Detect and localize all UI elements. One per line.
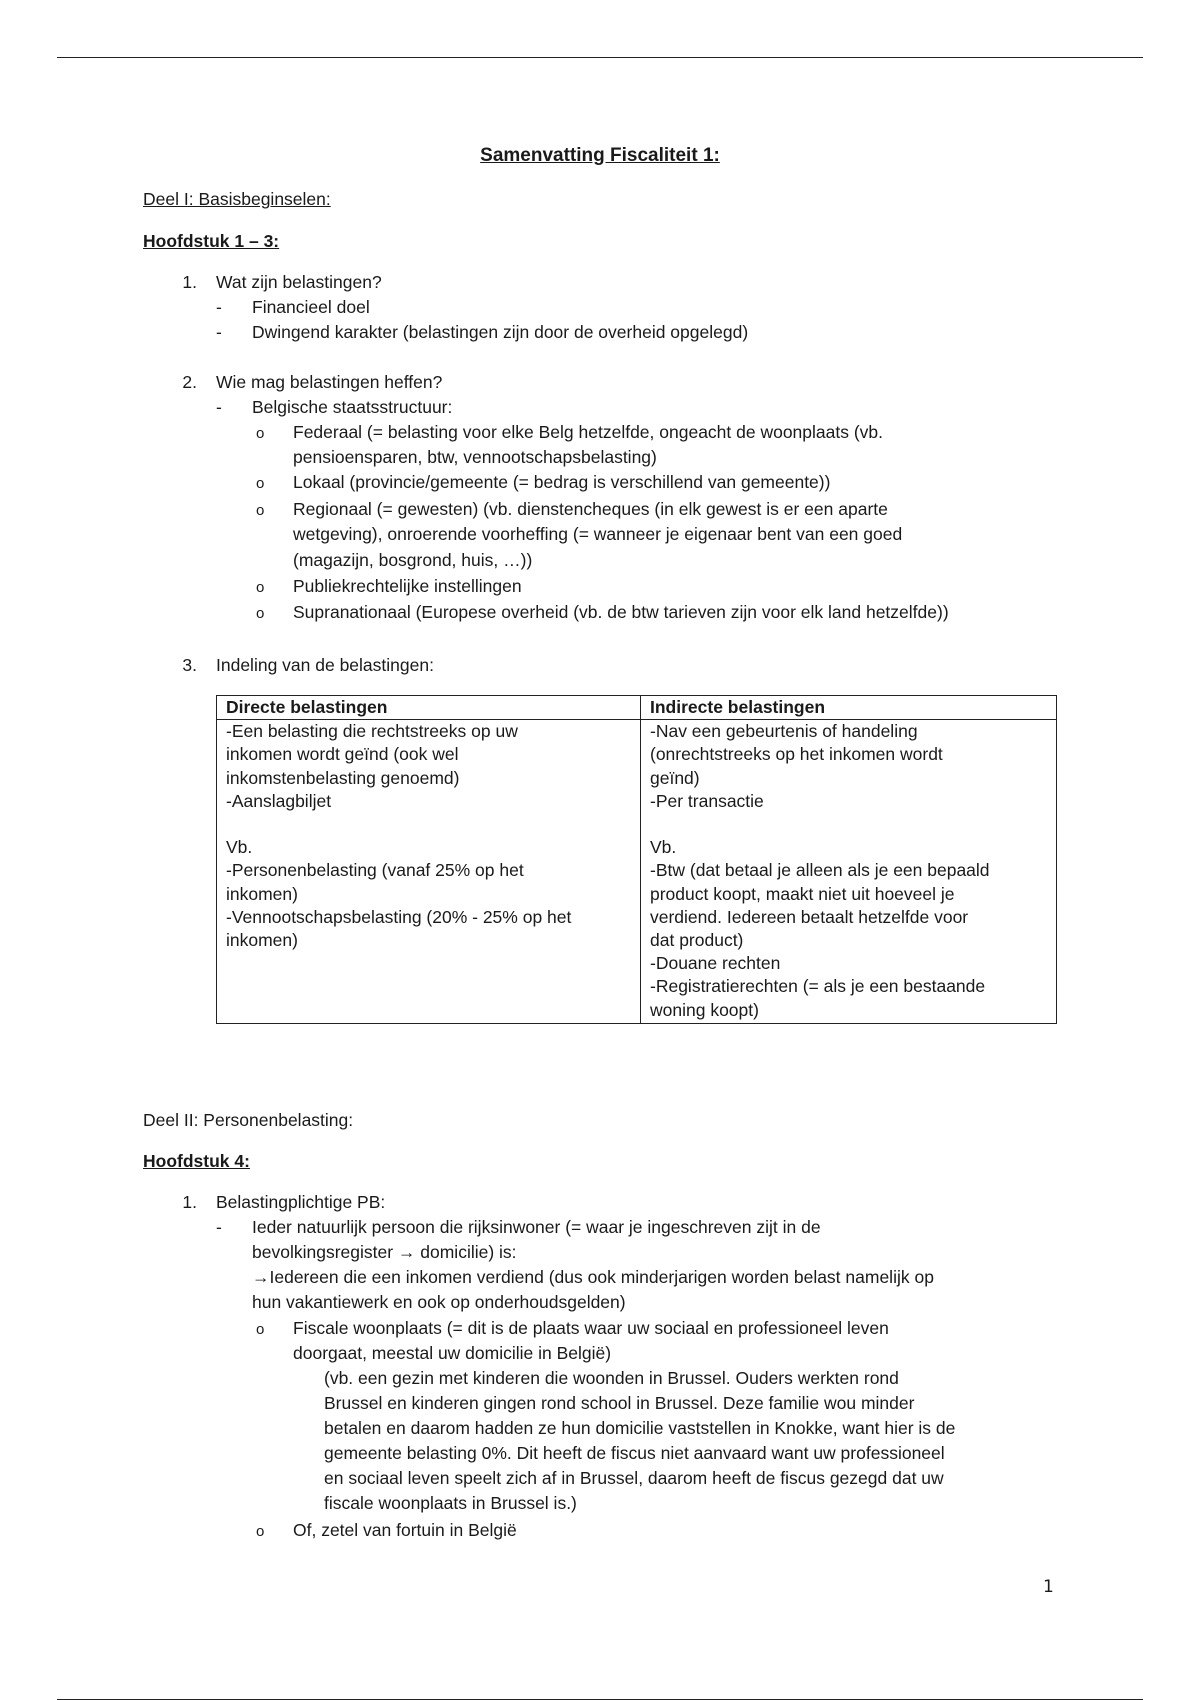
- header-direct: Directe belastingen: [217, 696, 641, 720]
- cell-line: -Nav een gebeurtenis of handeling: [650, 721, 918, 742]
- dash-bullet: -: [216, 297, 222, 317]
- list-item: Ieder natuurlijk persoon die rijksinwoner (= waar je ingeschreven zijt in de: [252, 1217, 821, 1237]
- list-item: Lokaal (provincie/gemeente (= bedrag is verschillend van gemeente)): [293, 472, 831, 492]
- question-2: Wie mag belastingen heffen?: [216, 372, 443, 392]
- list-number: 3.: [182, 655, 197, 675]
- cell-line: verdiend. Iedereen betaalt hetzelfde voor: [650, 906, 969, 927]
- cell-line: Vb.: [226, 837, 253, 858]
- example-text: gemeente belasting 0%. Dit heeft de fiscus niet aanvaard want uw professioneel: [324, 1443, 945, 1463]
- pb-heading: Belastingplichtige PB:: [216, 1192, 386, 1212]
- circle-bullet-icon: o: [256, 579, 265, 596]
- dash-bullet: -: [216, 1217, 222, 1237]
- page-number: 1: [1043, 1577, 1054, 1597]
- list-item: bevolkingsregister → domicilie) is:: [252, 1242, 517, 1262]
- cell-line: Vb.: [650, 837, 677, 858]
- cell-line: (onrechtstreeks op het inkomen wordt: [650, 744, 943, 765]
- section-deel-1: Deel I: Basisbeginselen:: [143, 189, 331, 209]
- cell-line: woning koopt): [650, 999, 759, 1020]
- list-number: 1.: [182, 272, 197, 292]
- list-item: Of, zetel van fortuin in België: [293, 1520, 517, 1540]
- cell-line: -Per transactie: [650, 790, 764, 811]
- circle-bullet-icon: o: [256, 502, 265, 519]
- table-row: [217, 720, 1057, 1024]
- list-number: 1.: [182, 1192, 197, 1212]
- list-item: Dwingend karakter (belastingen zijn door de overheid opgelegd): [252, 322, 749, 342]
- cell-line: -Registratierechten (= als je een bestaande: [650, 976, 986, 997]
- list-item: →Iedereen die een inkomen verdiend (dus ook minderjarigen worden belast namelijk op: [252, 1267, 934, 1287]
- list-item: pensioensparen, btw, vennootschapsbelasting): [293, 447, 657, 467]
- cell-line: -Btw (dat betaal je alleen als je een bepaald: [650, 860, 990, 881]
- circle-bullet-icon: o: [256, 1321, 265, 1338]
- question-3: Indeling van de belastingen:: [216, 655, 434, 675]
- circle-bullet-icon: o: [256, 605, 265, 622]
- tax-classification-table: [216, 695, 1057, 1024]
- cell-line: -Een belasting die rechtstreeks op uw: [226, 721, 518, 742]
- table-header-row: [217, 696, 1057, 720]
- cell-line: [650, 813, 1047, 836]
- cell-line: inkomen wordt geïnd (ook wel: [226, 744, 459, 765]
- circle-bullet-icon: o: [256, 475, 265, 492]
- example-text: (vb. een gezin met kinderen die woonden in Brussel. Ouders werkten rond: [324, 1368, 899, 1388]
- list-item: Financieel doel: [252, 297, 370, 317]
- cell-line: -Aanslagbiljet: [226, 790, 332, 811]
- cell-line: dat product): [650, 930, 744, 951]
- list-number: 2.: [182, 372, 197, 392]
- cell-line: -Vennootschapsbelasting (20% - 25% op het: [226, 906, 572, 927]
- list-item: (magazijn, bosgrond, huis, …)): [293, 550, 533, 570]
- list-item: Federaal (= belasting voor elke Belg hetzelfde, ongeacht de woonplaats (vb.: [293, 422, 884, 442]
- example-text: en sociaal leven speelt zich af in Brussel, daarom heeft de fiscus gezegd dat uw: [324, 1468, 944, 1488]
- example-text: betalen en daarom hadden ze hun domicilie vaststellen in Knokke, want hier is de: [324, 1418, 956, 1438]
- circle-bullet-icon: o: [256, 1523, 265, 1540]
- header-indirect: Indirecte belastingen: [641, 696, 1057, 720]
- circle-bullet-icon: o: [256, 425, 265, 442]
- example-text: Brussel en kinderen gingen rond school in Brussel. Deze familie wou minder: [324, 1393, 915, 1413]
- document-title: Samenvatting Fiscaliteit 1:: [480, 145, 720, 166]
- cell-line: inkomstenbelasting genoemd): [226, 767, 460, 788]
- chapter-1-3-heading: Hoofdstuk 1 – 3:: [143, 231, 280, 251]
- example-text: fiscale woonplaats in Brussel is.): [324, 1493, 577, 1513]
- list-item: Supranationaal (Europese overheid (vb. de btw tarieven zijn voor elk land hetzelfde)): [293, 602, 949, 622]
- list-item: Publiekrechtelijke instellingen: [293, 576, 522, 596]
- cell-direct: [217, 720, 641, 1024]
- dash-bullet: -: [216, 322, 222, 342]
- cell-line: inkomen): [226, 883, 298, 904]
- list-item: Belgische staatsstructuur:: [252, 397, 453, 417]
- cell-line: -Personenbelasting (vanaf 25% op het: [226, 860, 524, 881]
- dash-bullet: -: [216, 397, 222, 417]
- cell-line: [226, 813, 631, 836]
- section-deel-2: Deel II: Personenbelasting:: [143, 1110, 354, 1130]
- chapter-4-heading: Hoofdstuk 4:: [143, 1151, 250, 1171]
- cell-line: -Douane rechten: [650, 953, 781, 974]
- list-item: doorgaat, meestal uw domicilie in België): [293, 1343, 612, 1363]
- question-1: Wat zijn belastingen?: [216, 272, 382, 292]
- list-item: Fiscale woonplaats (= dit is de plaats waar uw sociaal en professioneel leven: [293, 1318, 889, 1338]
- cell-indirect: [641, 720, 1057, 1024]
- list-item: Regionaal (= gewesten) (vb. dienstencheques (in elk gewest is er een aparte: [293, 499, 888, 519]
- cell-line: geïnd): [650, 767, 700, 788]
- list-item: wetgeving), onroerende voorheffing (= wanneer je eigenaar bent van een goed: [293, 524, 903, 544]
- list-item: hun vakantiewerk en ook op onderhoudsgelden): [252, 1292, 626, 1312]
- cell-line: product koopt, maakt niet uit hoeveel je: [650, 883, 955, 904]
- cell-line: inkomen): [226, 930, 298, 951]
